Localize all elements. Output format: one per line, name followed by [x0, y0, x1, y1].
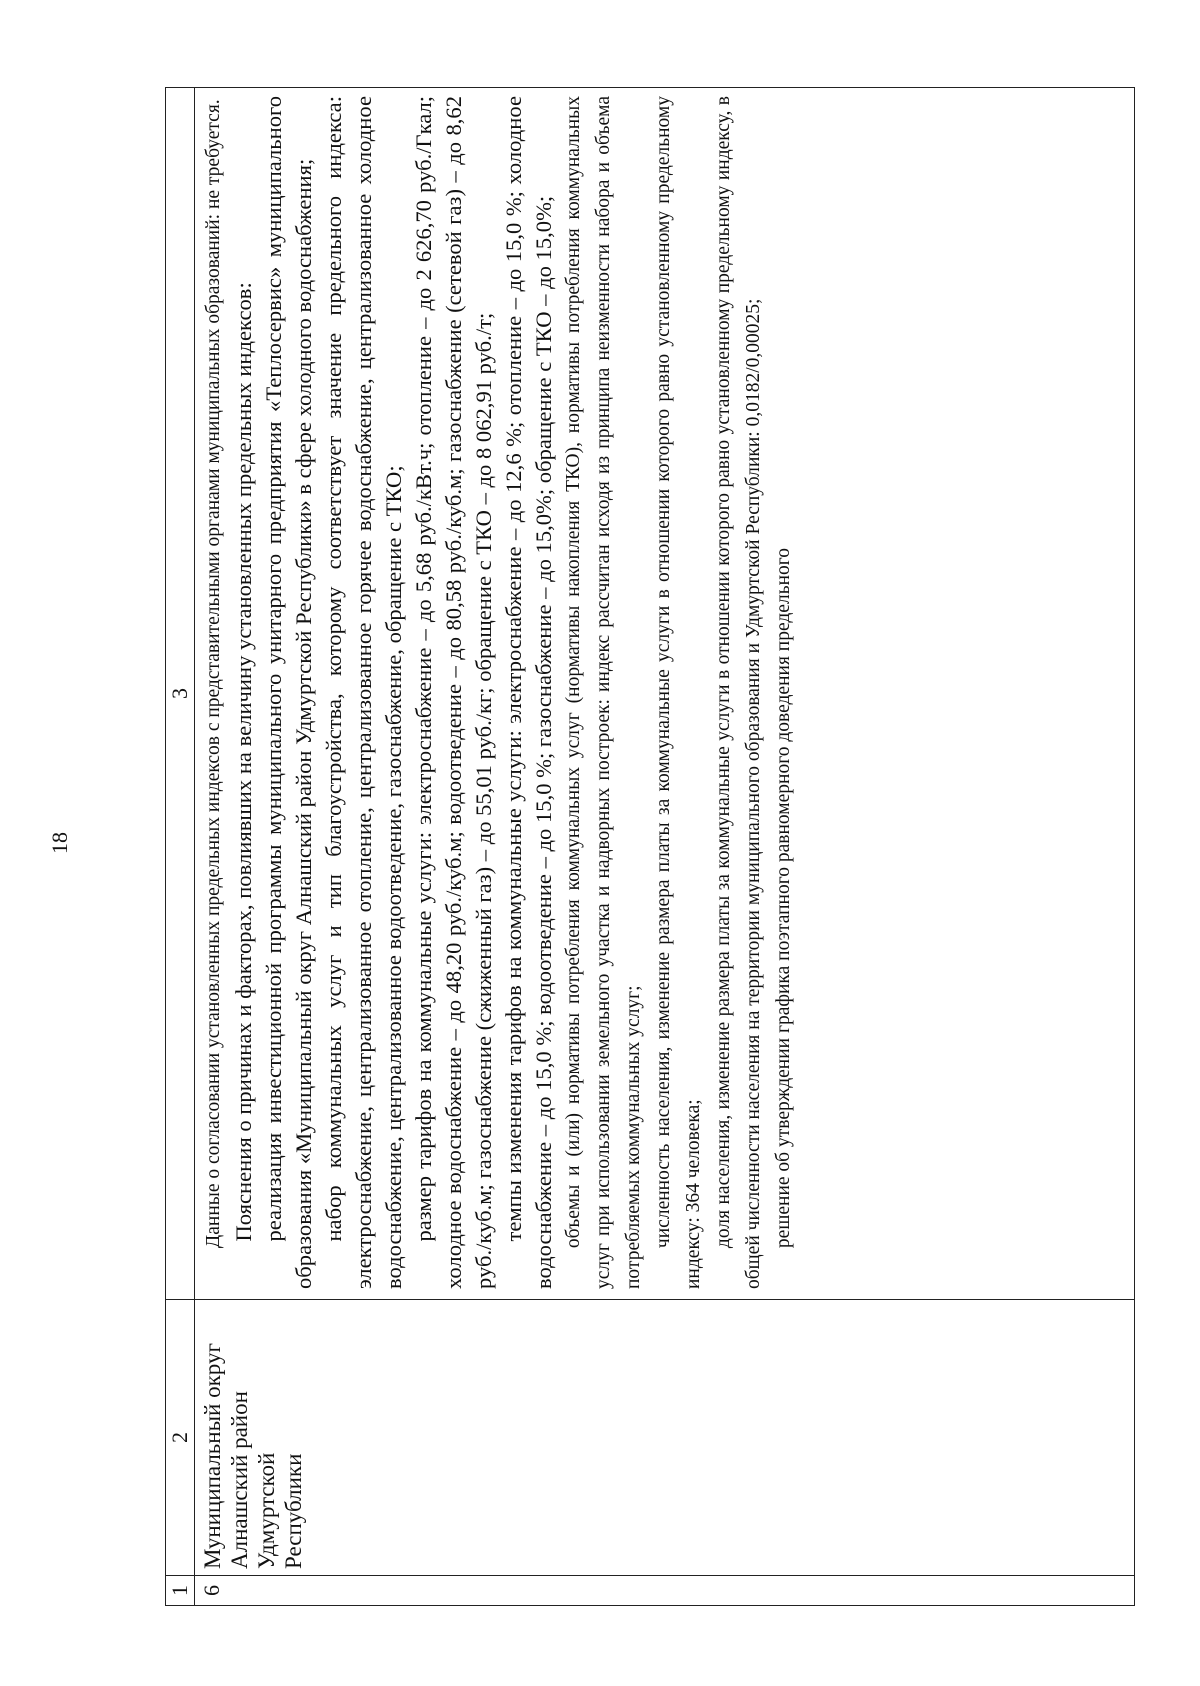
paragraph-tariffs: размер тарифов на коммунальные услуги: электроснабжение – до 5,68 руб./кВт.ч; отопление – до 2 626,70 руб./Гкал; холодное водоснабжение – до 48,20 руб./куб.м; водоотведение – до 80,58 руб./куб.м; газоснабжение (сетевой газ) – до 8,62 руб./куб.м; газоснабжение (сжиженный газ) – до 55,01 руб./кг; обращение с ТКО – до 8 062,91 руб./т; [411, 96, 496, 1289]
page-number: 18 [47, 832, 72, 854]
municipality-line: Республики [281, 1453, 306, 1569]
paragraph-tariff-growth: темпы изменения тарифов на коммунальные услуги: электроснабжение – до 12,6 %; отопление – до 15,0 %; холодное водоснабжение – до 15,0 %; водоотведение – до 15,0 %; газоснабжение – до 15,0%; обращение с ТКО – до 15,0%; [501, 96, 556, 1289]
paragraph-population: численность населения, изменение размера платы за коммунальные услуги в отношении которого равно установленному предельному индексу: 364 человека; [653, 96, 704, 1289]
municipality-line: Муниципальный округ [200, 1343, 225, 1569]
paragraph-approval: Данные о согласовании установленных предельных индексов с представительными органами муниципальных образований: не требуется. [203, 99, 224, 1249]
paragraph-services-set: набор коммунальных услуг и тип благоустройства, которому соответствует значение предельного индекса: электроснабжение, централизованное отопление, централизованное горячее водоснабжение, централизованное холодное водоснабжение, централизованное водоотведение, газоснабжение, обращение с ТКО; [321, 96, 406, 1289]
paragraph-population-share: доля населения, изменение размера платы за коммунальные услуги в отношении которого равно установленному предельному индексу, в общей численности населения на территории муниципального образования и Удмуртской Республики: 0,0182/0,00025; [713, 96, 764, 1289]
municipality-line: Удмуртской [254, 1452, 279, 1569]
rotated-page-content [165, 88, 1135, 1606]
table-header-row [166, 88, 195, 1606]
paragraph-volumes: объемы и (или) нормативы потребления коммунальных услуг (нормативы накопления ТКО), нормативы потребления коммунальных услуг при использовании земельного участка и надворных построек: индекс рассчитан исходя из принципа неизменности набора и объема потребляемых коммунальных услуг; [563, 96, 644, 1289]
row-number: 6 [195, 1576, 1135, 1606]
column-header-2: 2 [166, 1300, 195, 1576]
paragraph-reasons-intro: Пояснения о причинах и факторах, повлиявших на величину установленных предельных индексов: [231, 282, 256, 1242]
paragraph-schedule-decision: решение об утверждении графика поэтапного равномерного доведения предельного [773, 547, 794, 1249]
column-header-1: 1 [166, 1576, 195, 1606]
tariff-table [165, 87, 1135, 1606]
table-row [195, 88, 1135, 1606]
details-cell [195, 88, 1135, 1300]
municipality-line: Алнашский район [227, 1391, 252, 1569]
column-header-3: 3 [166, 88, 195, 1300]
paragraph-investment: реализация инвестиционной программы муниципального унитарного предприятия «Теплосервис» муниципального образования «Муниципальный округ Алнашский район Удмуртской Республики» в сфере холодного водоснабжения; [261, 96, 316, 1289]
municipality-cell [195, 1300, 1135, 1576]
